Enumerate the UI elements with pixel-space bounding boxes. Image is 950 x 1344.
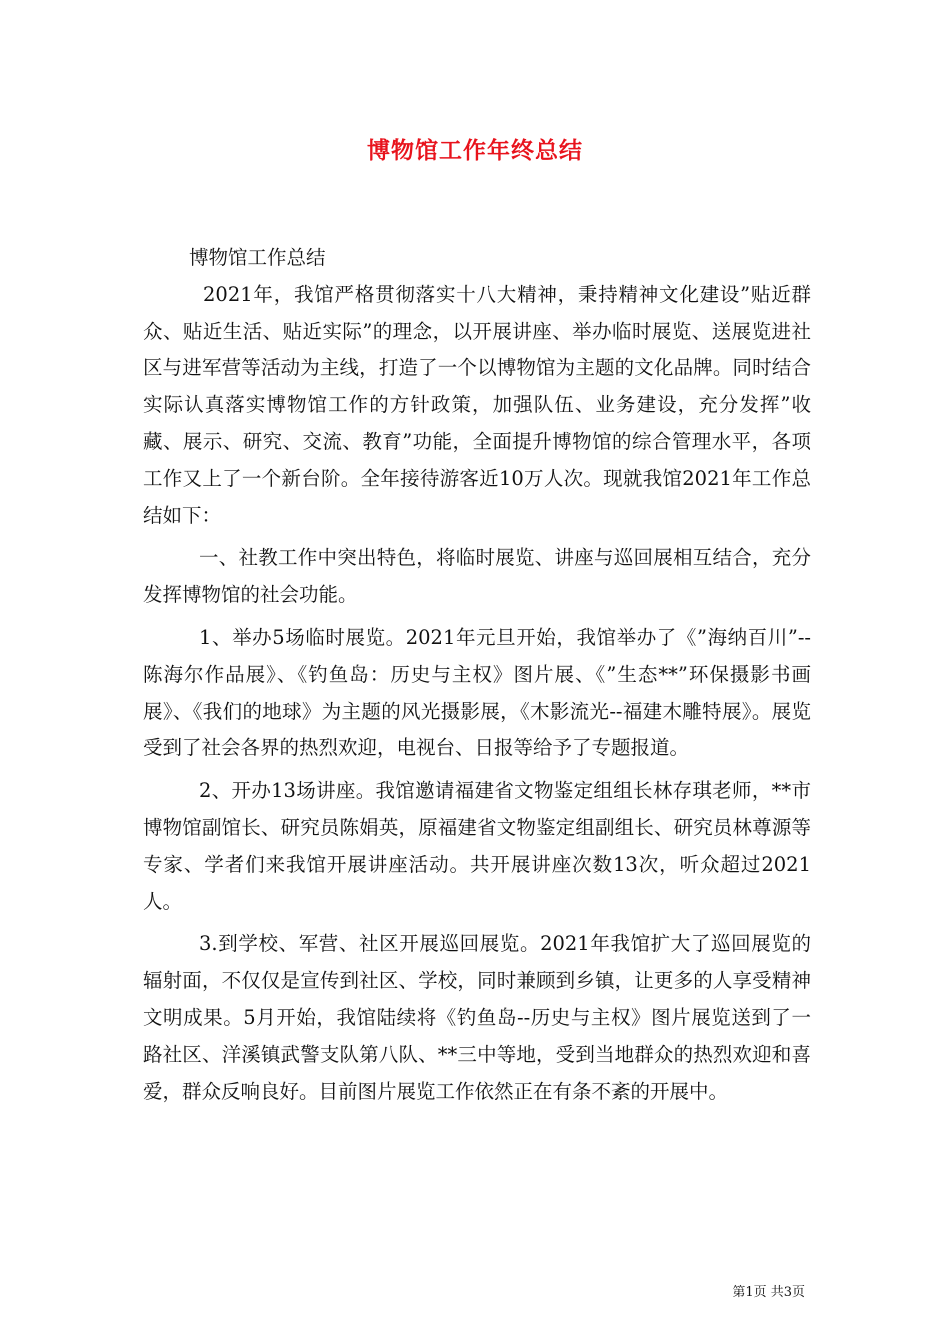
page-number: 第1页 共3页 <box>732 1285 805 1300</box>
paragraph-intro: 2021年，我馆严格贯彻落实十八大精神，秉持精神文化建设”贴近群众、贴近生活、贴近实际”的理念，以开展讲座、举办临时展览、送展览进社区与进军营等活动为主线，打造了一个以博物馆为主题的文化品牌。同时结合实际认真落实博物馆工作的方针政策，加强队伍、业务建设，充分发挥”收藏、展示、研究、交流、教育”功能，全面提升博物馆的综合管理水平，各项工作又上了一个新台阶。全年接待游客近10万人次。现就我馆2021年工作总结如下： <box>143 282 811 527</box>
document-title: 博物馆工作年终总结 <box>367 137 583 164</box>
paragraph-exhibitions: 1、举办5场临时展览。2021年元旦开始，我馆举办了《”海纳百川”--陈海尔作品展》、《钓鱼岛：历史与主权》图片展、《”生态**”环保摄影书画展》、《我们的地球》为主题的风光摄影展，《木影流光--福建木雕特展》。展览受到了社会各界的热烈欢迎，电视台、日报等给予了专题报道。 <box>143 625 811 760</box>
document-body <box>143 240 811 1110</box>
paragraph-lectures: 2、开办13场讲座。我馆邀请福建省文物鉴定组组长林存琪老师，**市博物馆副馆长、研究员陈娟英，原福建省文物鉴定组副组长、研究员林尊源等专家、学者们来我馆开展讲座活动。共开展讲座次数13次，听众超过2021人。 <box>143 779 811 913</box>
paragraph-touring: 3.到学校、军营、社区开展巡回展览。2021年我馆扩大了巡回展览的辐射面，不仅仅是宣传到社区、学校，同时兼顾到乡镇，让更多的人享受精神文明成果。5月开始，我馆陆续将《钓鱼岛--历史与主权》图片展览送到了一路社区、洋溪镇武警支队第八队、**三中等地，受到当地群众的热烈欢迎和喜爱，群众反响良好。目前图片展览工作依然正在有条不紊的开展中。 <box>143 932 811 1103</box>
section-heading: 博物馆工作总结 <box>189 246 326 269</box>
paragraph-section-one: 一、社教工作中突出特色，将临时展览、讲座与巡回展相互结合，充分发挥博物馆的社会功能。 <box>143 546 811 607</box>
